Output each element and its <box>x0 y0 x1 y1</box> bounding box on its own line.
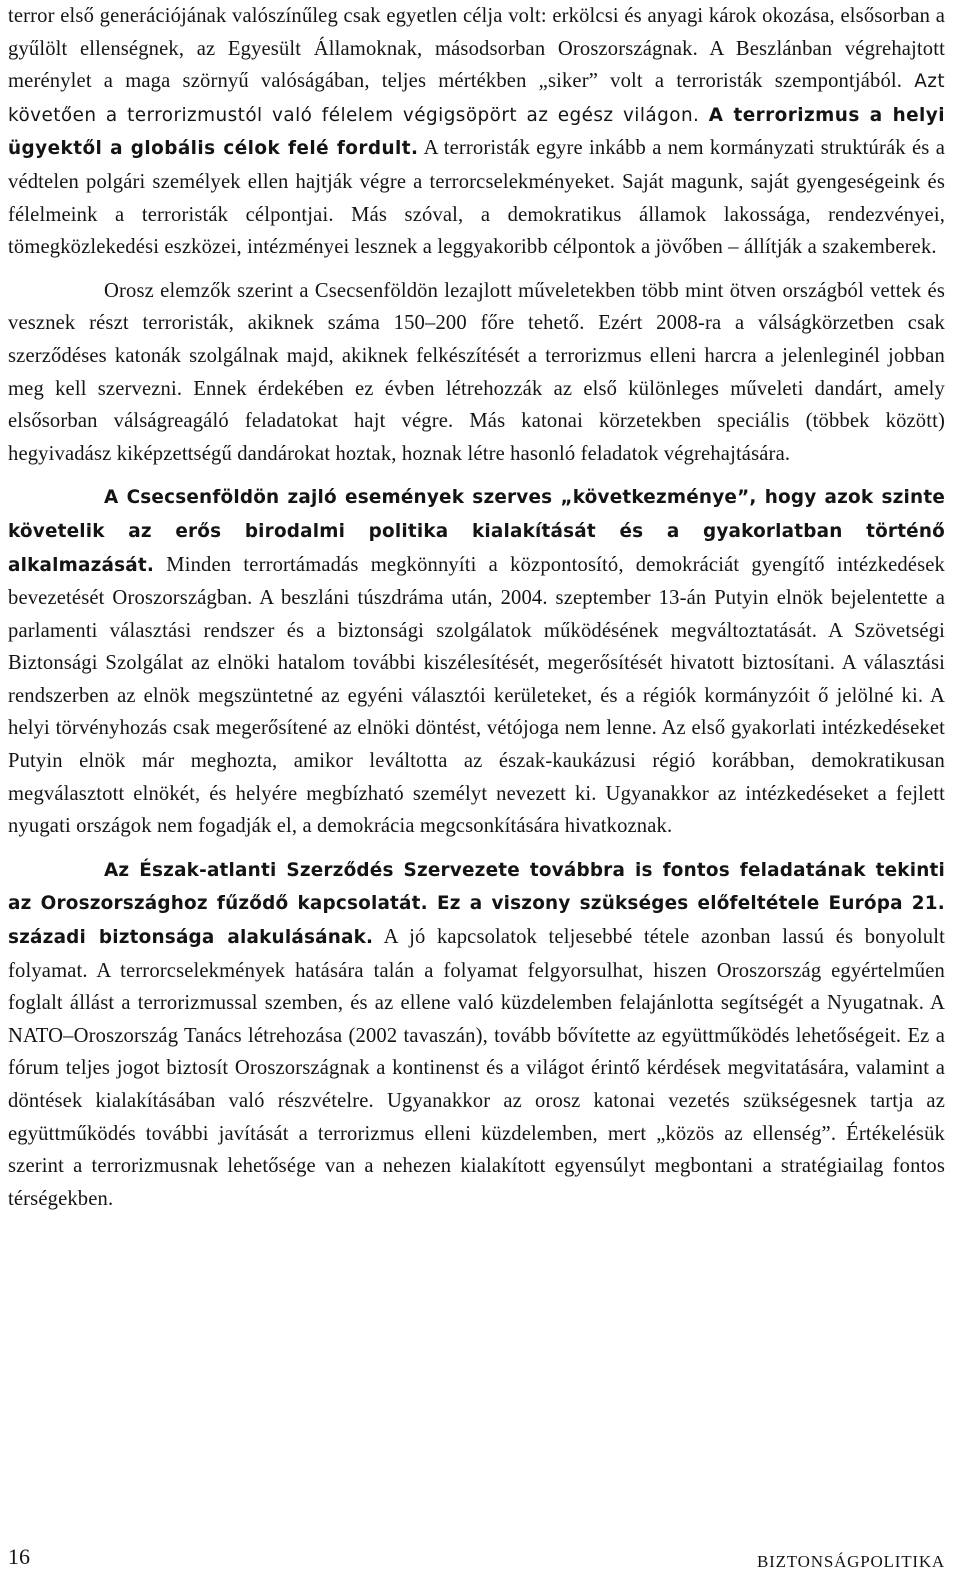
emphasis-segment: A terrorizmus a helyi ügyektől a globális célok felé fordult. <box>8 104 945 160</box>
text-segment: A terroristák egyre inkább a nem kormányzati struktúrák és a védtelen polgári személyek ellen hajtják végre a terrorcselekményeket. Saját magunk, saját gyengeségeink és félelmeink a terroristák célpontjai. Más szóval, a demokratikus államok lakossága, rendezvényei, tömegközlekedési eszközei, intézményei lesznek a leggyakoribb célpontok a jövőben – állítják a szakemberek. <box>8 137 945 259</box>
page-footer <box>8 1544 945 1574</box>
text-segment: terror első generációjának valószínűleg csak egyetlen célja volt: erkölcsi és anyagi károk okozása, elsősorban a gyűlölt ellenségnek, az Egyesült Államoknak, másodsorban Oroszországnak. A Beszlánban végrehajtott merénylet a maga szörnyű valóságában, teljes mértékben „siker” volt a terroristák szempontjából. <box>8 5 945 93</box>
article-body <box>8 0 945 1215</box>
page-number: 16 <box>8 1544 30 1569</box>
text-segment: Orosz elemzők szerint a Csecsenföldön lezajlott műveletekben több mint ötven országból vettek és vesznek részt terroristák, akiknek száma 150–200 főre tehető. Ezért 2008-ra a válságkörzetben csak szerződéses katonák szolgálnak majd, akiknek felkészítését a terrorizmus elleni harcra a jelenleginél jobban meg kell szervezni. Ennek érdekében ez évben létrehozzák az első különleges műveleti dandárt, amely elsősorban válságreagáló feladatokat hajt végre. Más katonai körzetekben speciális (többek között) hegyivadász kiképzettségű dandárokat hoztak, hoznak létre hasonló feladatok végrehajtására. <box>8 279 945 465</box>
text-segment: A jó kapcsolatok teljesebbé tétele azonban lassú és bonyolult folyamat. A terrorcselekmények hatására talán a folyamat felgyorsulhat, hiszen Oroszország egyértelműen foglalt állást a terrorizmussal szemben, és az ellene való küzdelemben felajánlotta segítségét a Nyugatnak. A NATO–Oroszország Tanács létrehozása (2002 tavaszán), tovább bővítette az együttműködés lehetőségeit. Ez a fórum teljes jogot biztosít Oroszországnak a kontinenst és a világot érintő kérdések megvitatására, valamint a döntések kialakításában való részvételre. Ugyanakkor az orosz katonai vezetés szükségesnek tartja az együttműködés további javítását a terrorizmus elleni küzdelemben, mert „közös az ellenség”. Értékelésük szerint a terrorizmusnak lehetősége van a nehezen kialakított egyensúlyt megbontani a stratégiailag fontos térségekben. <box>8 926 945 1210</box>
emphasis-segment: Az Észak-atlanti Szerződés Szervezete továbbra is fontos feladatának tekinti az Oroszországhoz fűződő kapcsolatát. Ez a viszony szükséges előfeltétele Európa 21. századi biztonsága alakulásának. <box>8 859 945 949</box>
emphasis-segment: A Csecsenföldön zajló események szerves „következménye”, hogy azok szinte követelik az erős birodalmi politika kialakítását és a gyakorlatban történő alkalmazását. <box>8 487 945 576</box>
text-segment-sans: Azt követően a terrorizmustól való félelem végigsöpört az egész világon. <box>8 71 945 126</box>
text-segment: Minden terrortámadás megkönnyíti a központosító, demokráciát gyengítő intézkedések bevezetését Oroszországban. A beszláni túszdráma után, 2004. szeptember 13-án Putyin elnök bejelentette a parlamenti választási rendszer és a biztonsági szolgálatok működésének megváltoztatását. A Szövetségi Biztonsági Szolgálat az elnöki hatalom további kiszélesítését, megerősítését hivatott biztosítani. A választási rendszerben az elnök megszüntetné az egyéni választói kerületeket, és a régiók kormányzóit ő jelölné ki. A helyi törvényhozás csak megerősítené az elnöki döntést, vétójoga nem lenne. Az első gyakorlati intézkedéseket Putyin elnök már meghozta, amikor leváltotta az észak-kaukázusi régió korábban, demokratikusan megválasztott elnökét, és helyére megbízható személyt nevezett ki. Ugyanakkor az intézkedéseket a fejlett nyugati országok nem fogadják el, a demokrácia megcsonkítására hivatkoznak. <box>8 553 945 838</box>
paragraph-4 <box>8 854 945 1216</box>
paragraph-2 <box>8 275 945 471</box>
paragraph-1 <box>8 0 945 264</box>
running-title: BIZTONSÁGPOLITIKA <box>757 1552 945 1571</box>
paragraph-3 <box>8 481 945 843</box>
